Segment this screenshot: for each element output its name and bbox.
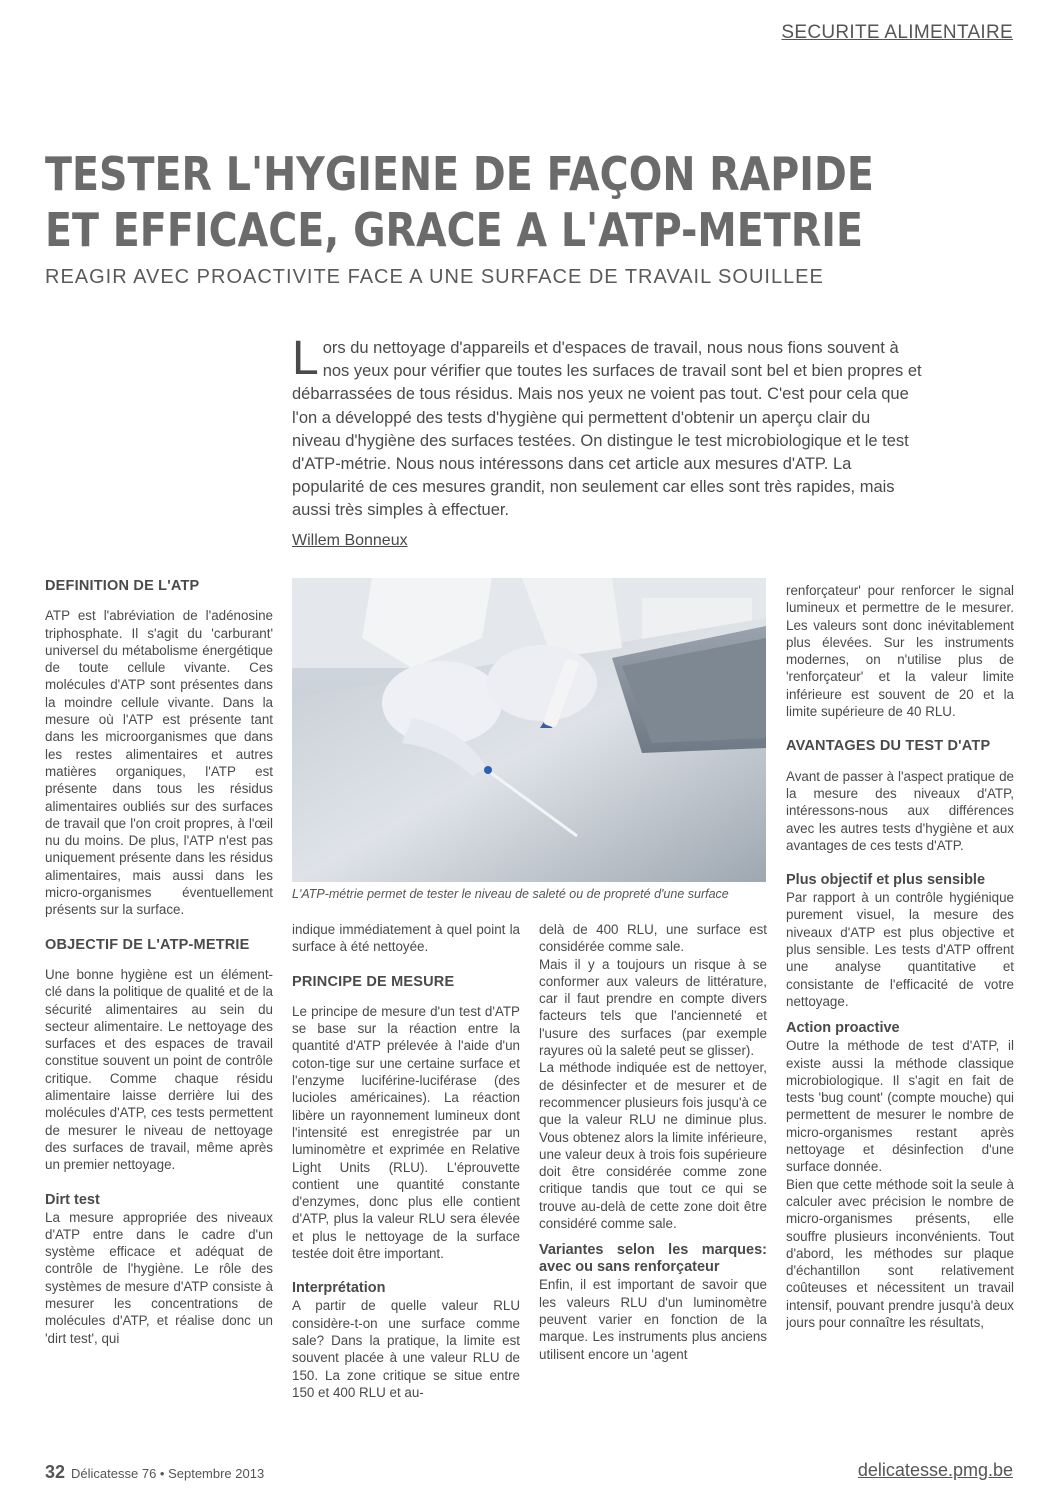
paragraph-interpretation: A partir de quelle valeur RLU considère-t-on une surface comme sale? Dans la pratique, la limite est souvent placée à une valeur RLU de 150. La zone critique se situe entre 150 et 400 RLU et au- — [292, 1298, 520, 1400]
column-4 — [786, 582, 1014, 1448]
heading-principe: PRINCIPE DE MESURE — [292, 973, 455, 990]
column-1 — [45, 578, 273, 1448]
paragraph-continued-4: renforçateur' pour renforcer le signal lumineux et permettre de le mesurer. Les valeurs sont donc inévitablement plus élevées. Sur les instruments modernes, on n'utilise plus de 'renforçateur' et la valeur limite inférieure est souvent de 20 et la limite supérieure de 40 RLU. — [786, 583, 1014, 720]
article-title — [45, 146, 874, 258]
paragraph-continued-3b: Mais il y a toujours un risque à se conformer aux valeurs de littérature, car il faut prendre en compte divers facteurs tels que l'ancienneté et l'usure des surfaces (par exemple rayures où la saleté peut se glisser). — [539, 956, 767, 1059]
heading-plus-objectif: Plus objectif et plus sensible — [786, 872, 986, 889]
photo-caption: L'ATP-métrie permet de tester le niveau de saleté ou de propreté d'une surface — [292, 887, 729, 901]
paragraph-principe: Le principe de mesure d'un test d'ATP se base sur la réaction entre la quantité d'ATP prélevée à l'aide d'un coton-tige sur une certaine surface et l'enzyme luciférine-luciférase (des lucioles américaines). La réaction libère un rayonnement lumineux dont l'intensité est enregistrée par un luminomètre et exprimée en Relative Light Units (RLU). L'éprouvette contient une quantité constante d'enzymes, donc plus elle contient d'ATP, plus la valeur RLU sera élevée et plus le nettoyage de la surface testée doit être important. — [292, 1003, 520, 1262]
paragraph-avantages: Avant de passer à l'aspect pratique de la mesure des niveaux d'ATP, intéressons-nous aux différences avec les autres tests d'hygiène et aux avantages de ces tests d'ATP. — [786, 768, 1014, 853]
drop-cap: L — [292, 332, 319, 385]
heading-dirt-test: Dirt test — [45, 1191, 100, 1208]
title-line-2: ET EFFICACE, GRACE A L'ATP-METRIE — [45, 203, 863, 257]
paragraph-continued-2: indique immédiatement à quel point la surface à été nettoyée. — [292, 922, 520, 955]
intro-paragraph — [292, 332, 922, 523]
photo-gloved-hands-swab — [292, 578, 766, 882]
page-number: 32 — [45, 1462, 66, 1482]
paragraph-definition: ATP est l'abréviation de l'adénosine triphosphate. Il s'agit du 'carburant' universel du métabolisme énergétique de toute cellule vivante. Ces molécules d'ATP sont présentes dans la moindre cellule vivante. Dans la mesure où l'ATP est présente tant dans les microorganismes que dans les restes alimentaires et autres matières organiques, l'ATP est présente dans tous les résidus alimentaires oubliés sur des surfaces de travail que l'on croit propres, à l'œil nu du moins. De plus, l'ATP n'est pas uniquement présente dans les résidus alimentaires, mais aussi dans les micro-organismes éventuellement présents sur la surface. — [45, 608, 273, 918]
heading-interpretation: Interprétation — [292, 1280, 386, 1297]
heading-definition: DEFINITION DE L'ATP — [45, 578, 200, 594]
intro-text: ors du nettoyage d'appareils et d'espaces de travail, nous nous fions souvent à nos yeux pour vérifier que toutes les surfaces de travail sont bel et bien propres et débarrassées de tous résidus. Mais nos yeux ne voient pas tout. C'est pour cela que l'on a développé des tests d'hygiène qui permettent d'obtenir un aperçu clair du niveau d'hygiène des surfaces testées. On distingue le test microbiologique et le test d'ATP-métrie. Nous nous intéressons dans cet article aux mesures d'ATP. La popularité de ces mesures grandit, non seulement car elles sont très rapides, mais aussi très simples à effectuer. — [292, 339, 922, 520]
paragraph-plus-objectif: Par rapport à un contrôle hygiénique purement visuel, la mesure des niveaux d'ATP est plus objective et plus sensible. Les tests d'ATP offrent une analyse quantitative et consistante de l'efficacité de votre nettoyage. — [786, 890, 1014, 1009]
author-byline: Willem Bonneux — [292, 532, 408, 549]
paragraph-variantes: Enfin, il est important de savoir que les valeurs RLU d'un luminomètre peuvent varier en fonction de la marque. Les instruments plus anciens utilisent encore un 'agent — [539, 1277, 767, 1362]
heading-avantages: AVANTAGES DU TEST D'ATP — [786, 738, 991, 755]
heading-variantes: Variantes selon les marques: avec ou sans renforçateur — [539, 1242, 767, 1276]
paragraph-objectif: Une bonne hygiène est un élément-clé dans la politique de qualité et de la sécurité alimentaires au sein du secteur alimentaire. Le nettoyage des surfaces et des espaces de travail constitue souvent un point de contrôle critique. Comme chaque résidu alimentaire laisse derrière lui des molécules d'ATP, ces tests permettent de mesurer le niveau de nettoyage des surfaces de travail, même après un premier nettoyage. — [45, 966, 273, 1173]
page-folio — [45, 1462, 264, 1483]
title-line-1: TESTER L'HYGIENE DE FAÇON RAPIDE — [45, 147, 874, 201]
paragraph-continued-3a: delà de 400 RLU, une surface est considérée comme sale. — [539, 922, 767, 955]
column-3 — [539, 921, 767, 1448]
paragraph-action-1: Outre la méthode de test d'ATP, il existe aussi la méthode classique microbiologique. Il s'agit en fait de tests 'bug count' (compte mouche) qui permettent de mesurer le nombre de micro-organismes restant après nettoyage et désinfection d'une surface donnée. — [786, 1038, 1014, 1175]
heading-objectif: OBJECTIF DE L'ATP-METRIE — [45, 936, 250, 953]
article-photo — [292, 578, 766, 882]
issue-info: Délicatesse 76 • Septembre 2013 — [71, 1466, 265, 1481]
website-link[interactable]: delicatesse.pmg.be — [857, 1460, 1013, 1480]
paragraph-dirt-test: La mesure appropriée des niveaux d'ATP entre dans le cadre d'un système efficace et adéquat de contrôle de l'hygiène. Le rôle des systèmes de mesure d'ATP consiste à mesurer les concentrations de molécules d'ATP, et réalise donc un 'dirt test', qui — [45, 1209, 273, 1346]
heading-action-proactive: Action proactive — [786, 1020, 900, 1037]
column-2 — [292, 921, 520, 1448]
article-subtitle: REAGIR AVEC PROACTIVITE FACE A UNE SURFACE DE TRAVAIL SOUILLEE — [45, 266, 824, 288]
paragraph-action-2: Bien que cette méthode soit la seule à calculer avec précision le nombre de micro-organismes présents, elle souffre plusieurs inconvénients. Tout d'abord, les méthodes sur plaque d'échantillon sont relativement coûteuses et nécessitent un travail intensif, pouvant prendre jusqu'à deux jours pour connaître les résultats, — [786, 1176, 1014, 1330]
section-label: SECURITE ALIMENTAIRE — [781, 22, 1013, 43]
paragraph-continued-3c: La méthode indiquée est de nettoyer, de désinfecter et de mesurer et de recommencer plusieurs fois jusqu'à ce que la valeur RLU ne diminue plus. Vous obtenez alors la limite inférieure, une valeur deux à trois fois supérieure doit être considérée comme zone critique tandis que tout ce qui se trouve au-delà de cette zone doit être considéré comme sale. — [539, 1060, 767, 1232]
